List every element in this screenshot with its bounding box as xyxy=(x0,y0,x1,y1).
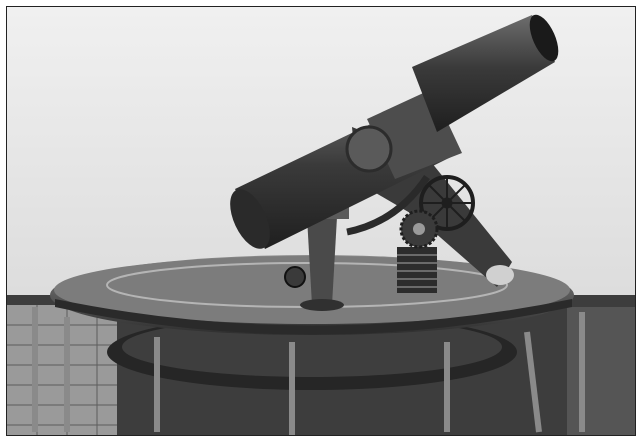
traverse-gear xyxy=(285,267,305,287)
photograph xyxy=(6,6,636,436)
gear-wheel xyxy=(401,211,437,247)
carriage-pedestal xyxy=(307,217,337,305)
frame-right xyxy=(567,307,635,435)
mortar-illustration xyxy=(7,7,635,435)
trunnion xyxy=(347,127,391,171)
arm-end-disc xyxy=(486,265,514,285)
spring-buffers xyxy=(397,247,437,293)
